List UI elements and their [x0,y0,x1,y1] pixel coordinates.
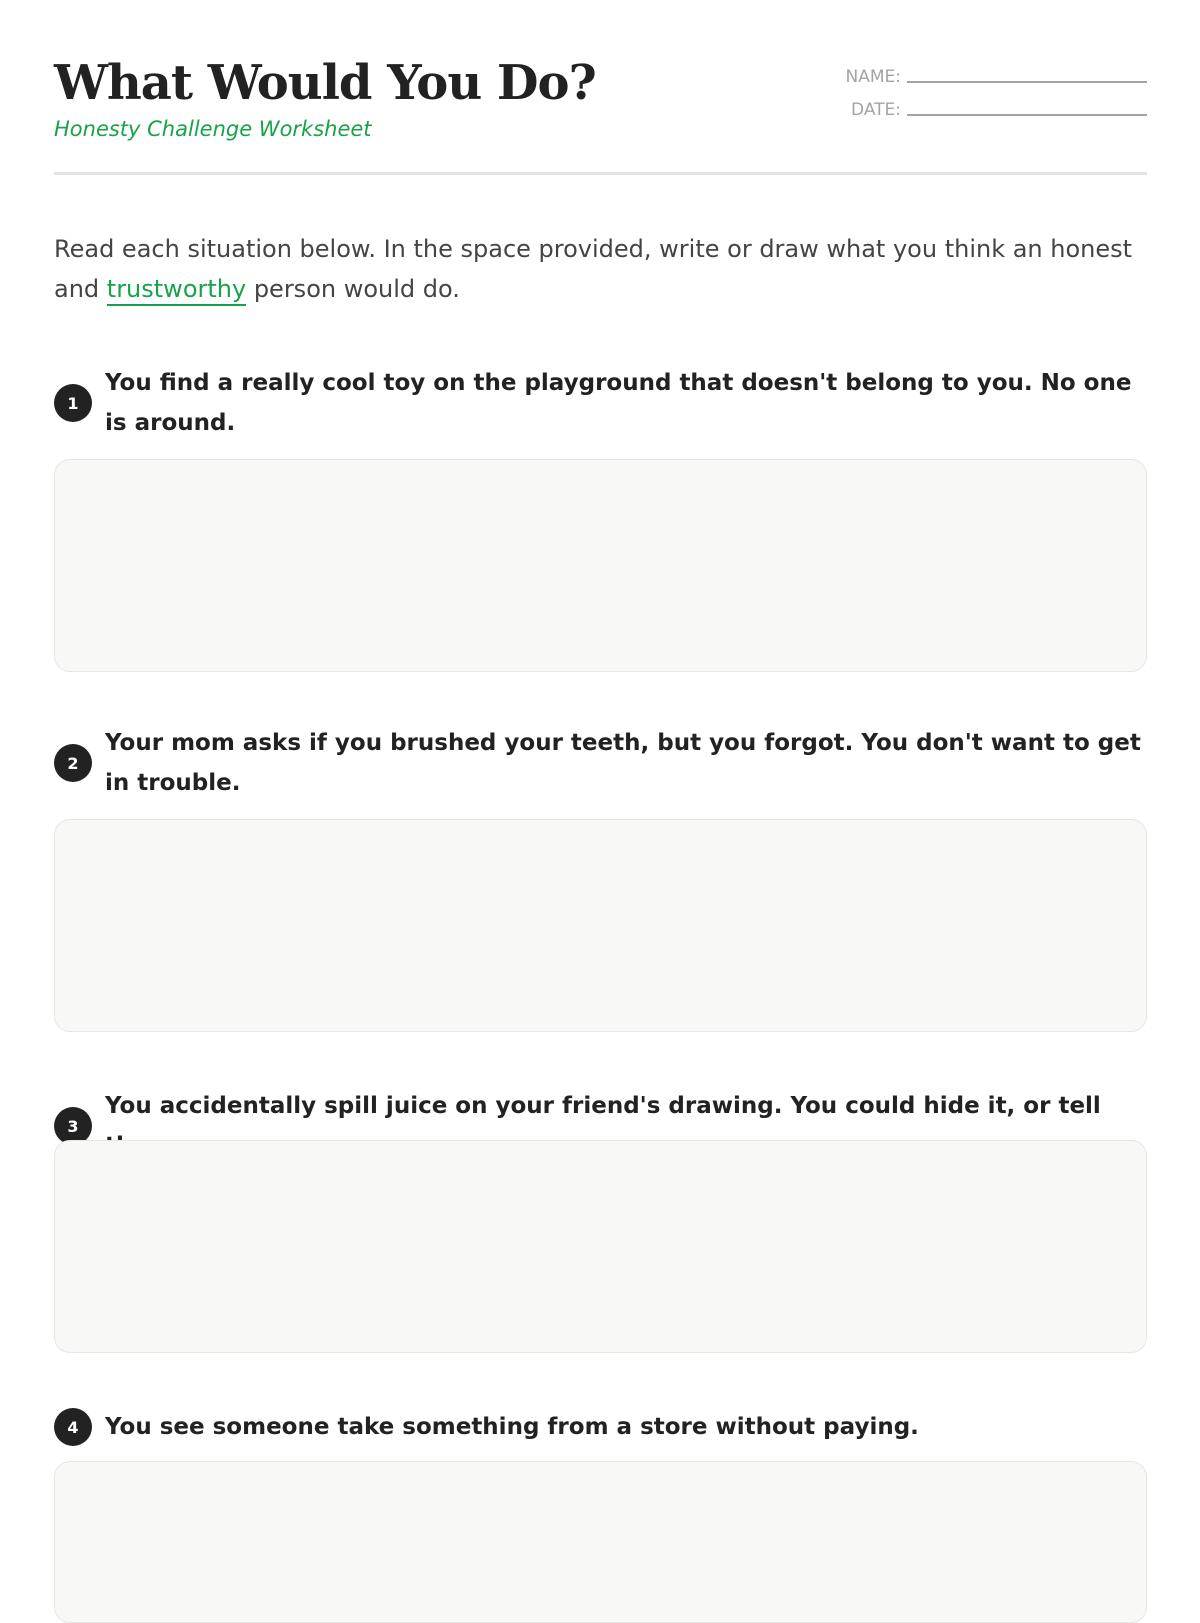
question-text: You accidentally spill juice on your friend's drawing. You could hide it, or tell [105,1093,1101,1119]
name-line[interactable] [907,81,1147,83]
answer-box-3[interactable] [54,1140,1147,1353]
student-info [827,55,1147,121]
date-line[interactable] [907,114,1147,116]
instructions-text-end: person would do. [246,275,460,303]
instructions [54,229,1147,309]
answer-box-1[interactable] [54,459,1147,672]
name-label: NAME: [845,67,901,87]
question-4 [54,1407,1147,1447]
answer-box-4[interactable] [54,1461,1147,1623]
worksheet-page [54,0,1147,1440]
question-1 [54,363,1147,443]
instructions-text-start: Read each situation below. In the space provided, write or draw what you think an honest and [54,235,1133,303]
question-text: Your mom asks if you brushed your teeth, but you forgot. You don't want to get in trouble. [105,730,1141,796]
question-header [54,1407,1147,1447]
date-label: DATE: [851,100,901,120]
question-number-badge: 2 [54,744,92,782]
question-number-badge: 4 [54,1408,92,1446]
worksheet-header [54,0,1147,175]
name-row [827,55,1147,88]
page-title: What Would You Do? [54,55,596,111]
question-number-badge: 1 [54,384,92,422]
date-row [827,88,1147,121]
answer-box-2[interactable] [54,819,1147,1032]
question-2 [54,723,1147,803]
question-number-badge: 3 [54,1107,92,1145]
question-text: You see someone take something from a store without paying. [105,1414,919,1440]
page-subtitle: Honesty Challenge Worksheet [54,117,372,141]
keyword-trustworthy: trustworthy [107,275,246,306]
question-header [54,723,1147,803]
question-header [54,363,1147,443]
question-text: You find a really cool toy on the playground that doesn't belong to you. No one is around. [105,370,1132,436]
